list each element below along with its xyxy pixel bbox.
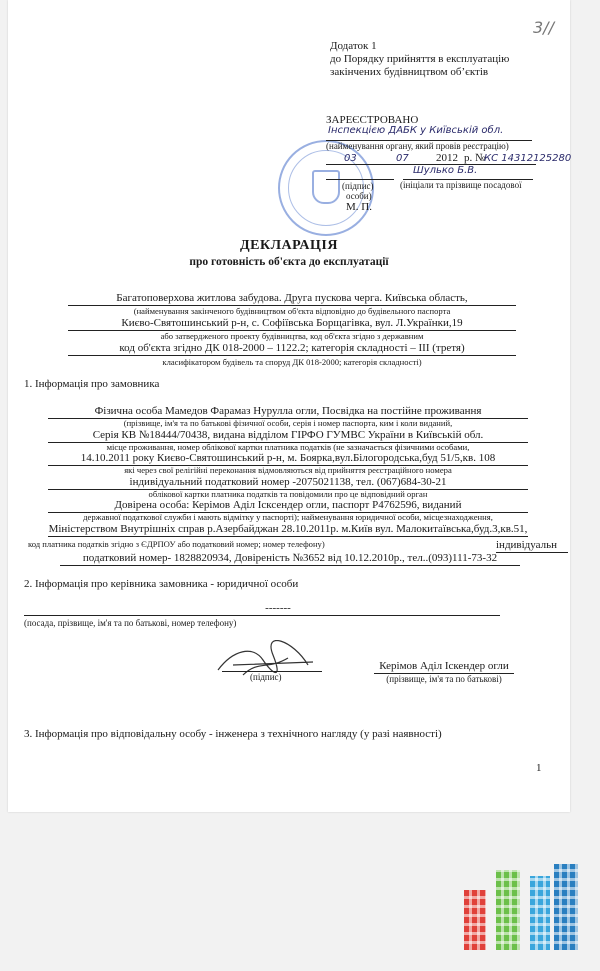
site-logo <box>462 860 580 950</box>
object-block <box>68 292 516 368</box>
registration-initials-caption-2: особи) <box>346 191 372 201</box>
section-2-name-caption: (прізвище, ім'я та по батькові) <box>386 674 502 684</box>
registration-authority-line <box>326 125 532 141</box>
customer-line-2: Серія КВ №18444/70438, видана відділом ГІРФО ГУМВС України в Київській обл. <box>48 429 528 443</box>
customer-caption-4: облікової картки платника податків та повідомили про це відповідний орган <box>148 488 428 499</box>
registration-initials-caption <box>400 180 522 190</box>
customer-line-1: Фізична особа Мамедов Фарамаз Нурулла огли, Посвідка на постійне проживання <box>48 405 528 419</box>
registration-signature-caption: (підпис) <box>342 181 374 191</box>
registration-initials-handwritten: Шулько Б.В. <box>413 165 478 176</box>
customer-caption-2: місце проживання, номер облікової картки платника податків (не зазначається фізичними особами, <box>106 441 470 452</box>
registration-authority-caption: (найменування органу, який провів реєстрацію) <box>326 141 509 151</box>
customer-block <box>48 405 528 537</box>
object-line-2: Києво-Святошинський р-н, с. Софіївська Борщагівка, вул. Л.Українки,19 <box>68 317 516 331</box>
object-caption-2: або затвердженого проекту будівництва, код об'єкта згідно з державним <box>160 330 424 341</box>
registration-date-suffix: р. № <box>464 152 486 164</box>
declaration-subtitle: про готовність об'єкта до експлуатації <box>189 256 389 268</box>
object-caption-3: класифікатором будівель та споруд ДК 018-2000; категорія складності) <box>162 357 422 367</box>
customer-line-5: Довірена особа: Керімов Аділ Ісксендер огли, паспорт Р4762596, виданий <box>48 499 528 513</box>
customer-line-4: індивідуальний податковий номер -2075021138, тел. (067)684-30-21 <box>48 476 528 490</box>
customer-line-3: 14.10.2011 року Києво-Святошинський р-н, м. Боярка,вул.Білогородська,буд 51/5,кв. 108 <box>48 452 528 466</box>
appendix-line-3: закінчених будівництвом об’єктів <box>330 66 489 78</box>
section-2-heading: 2. Інформація про керівника замовника - юридичної особи <box>24 578 299 590</box>
registration-number: КС 14312125280 <box>484 153 572 164</box>
corner-handwritten-mark: 3// <box>533 18 554 37</box>
customer-caption-1: (прізвище, ім'я та по батькові фізичної особи, серія і номер паспорта, ким і коли виданий, <box>123 418 453 428</box>
customer-caption-3: які через свої релігійні переконання відмовляються від прийняття реєстраційного номера <box>124 465 452 475</box>
registration-date-year: 2012 <box>436 152 458 164</box>
appendix-header <box>330 40 509 79</box>
customer-caption-6: код платника податків згідно з ЄДРПОУ або податковий номер; номер телефону) <box>28 539 325 549</box>
customer-line-7: податковий номер- 1828820934, Довіреність №3652 від 10.12.2010р., тел..(093)111-73-32 <box>60 552 520 566</box>
initials-caption-line-1: (ініціали та прізвище посадової <box>400 180 522 190</box>
logo-bar-lightblue <box>530 876 550 950</box>
registration-signature-line <box>326 178 394 180</box>
registration-title: ЗАРЕЄСТРОВАНО <box>326 114 419 126</box>
registration-date-day: 03 <box>344 153 357 164</box>
registration-date-line <box>326 152 572 165</box>
section-2-dashes: ------- <box>265 602 291 614</box>
registration-mp: М. П. <box>346 201 372 213</box>
section-2-name: Керімов Аділ Іскендер огли <box>374 660 514 674</box>
registration-date-month: 07 <box>396 153 409 164</box>
object-line-1: Багатоповерхова житлова забудова. Друга пускова черга. Київська область, <box>68 292 516 306</box>
logo-bar-red <box>464 890 486 950</box>
section-2-signature-caption: (підпис) <box>250 672 282 682</box>
document-page <box>8 0 570 812</box>
customer-caption-5: державної податкової служби і мають відмітку у паспорті); найменування юридичної особи, місцезнаходження, <box>83 512 493 522</box>
section-1-heading: 1. Інформація про замовника <box>24 378 160 390</box>
appendix-line-1: Додаток 1 <box>330 40 377 52</box>
section-2-manager-line <box>24 614 500 616</box>
page-number: 1 <box>536 762 542 774</box>
customer-caption-6-right: індивідуальн <box>496 539 568 553</box>
object-line-3: код об'єкта згідно ДК 018-2000 – 1122.2; категорія складності – ІІІ (третя) <box>68 342 516 356</box>
section-3-heading: 3. Інформація про відповідальну особу - інженера з технічного нагляду (у разі наявності) <box>24 728 442 740</box>
logo-bar-green <box>496 870 520 950</box>
object-caption-1: (найменування закінченого будівництвом об'єкта відповідно до будівельного паспорта <box>133 306 451 316</box>
declaration-title: ДЕКЛАРАЦІЯ <box>240 238 338 253</box>
registration-initials-line <box>403 167 533 180</box>
logo-bar-blue <box>554 864 578 950</box>
appendix-line-2: до Порядку прийняття в експлуатацію <box>330 53 510 65</box>
section-2-caption: (посада, прізвище, ім'я та по батькові, номер телефону) <box>24 618 237 628</box>
customer-line-6: Міністерством Внутрішніх справ р.Азербайджан 28.10.2011р. м.Київ вул. Малокитаївська,буд.3,кв.51, <box>48 522 528 535</box>
registration-authority-handwritten: Інспекцією ДАБК у Київській обл. <box>328 125 504 136</box>
